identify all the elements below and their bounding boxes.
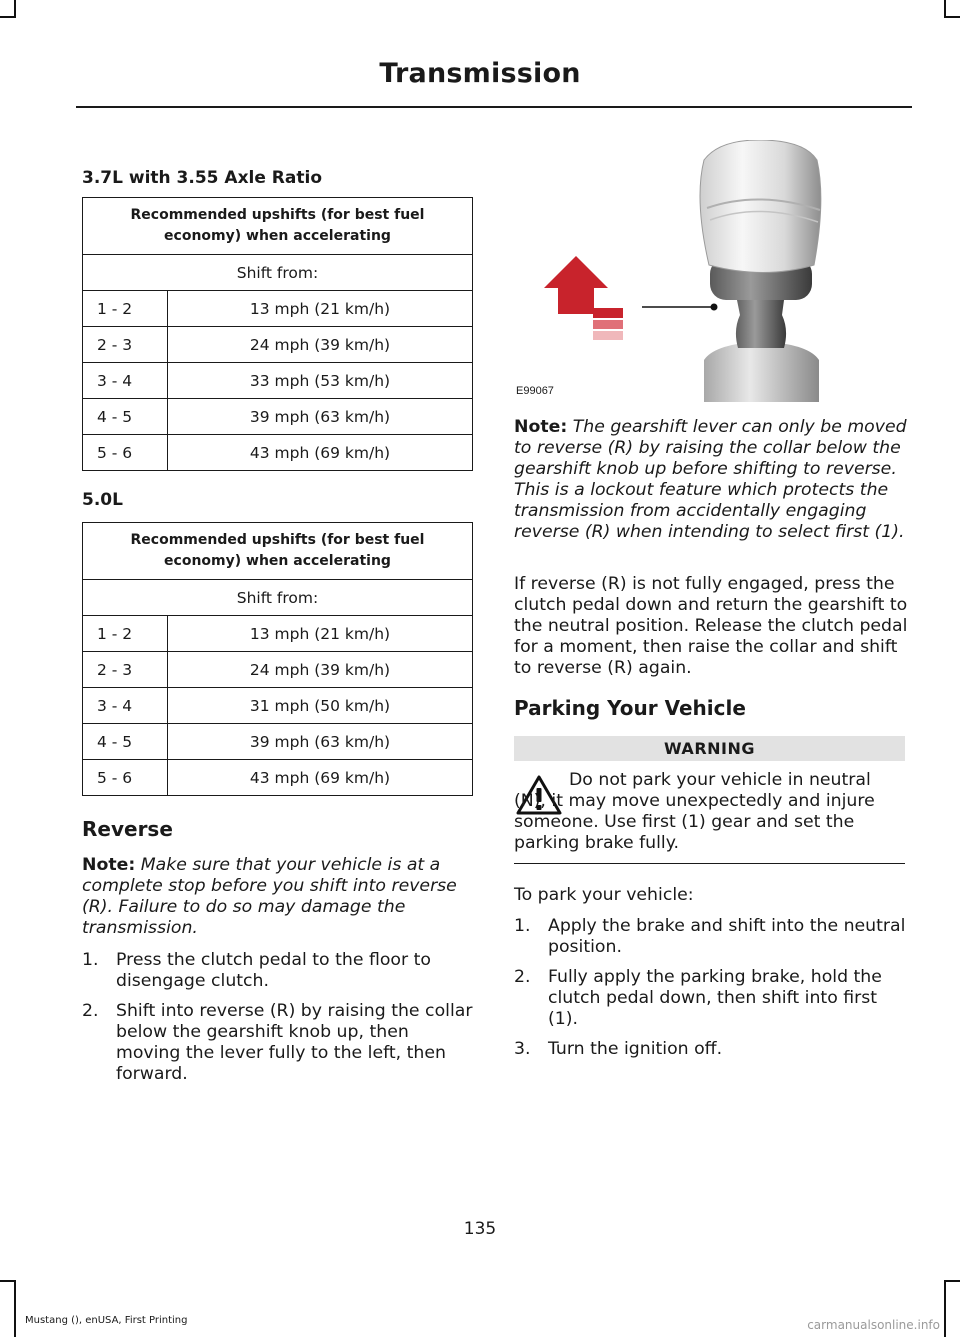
table-row	[83, 724, 473, 760]
speed-cell: 39 mph (63 km/h)	[168, 724, 473, 760]
warning-banner: WARNING	[514, 736, 905, 761]
gear-cell: 5 - 6	[83, 760, 168, 796]
arrow-tail	[593, 331, 623, 340]
gear-cell: 5 - 6	[83, 435, 168, 471]
boot-shape	[704, 342, 819, 402]
header-rule	[76, 106, 912, 108]
list-item	[514, 1039, 908, 1060]
step-text: Fully apply the parking brake, hold the clutch pedal down, then shift into first (1).	[548, 967, 882, 1029]
shift-from-label: Shift from:	[83, 255, 473, 291]
step-number: 2.	[514, 967, 531, 987]
speed-cell: 13 mph (21 km/h)	[168, 616, 473, 652]
gear-cell: 4 - 5	[83, 724, 168, 760]
crop-mark	[14, 1280, 16, 1337]
table-row	[83, 399, 473, 435]
speed-cell: 39 mph (63 km/h)	[168, 399, 473, 435]
step-text: Turn the ignition off.	[548, 1039, 723, 1059]
arrow-tail	[593, 320, 623, 329]
parking-steps	[514, 916, 908, 1069]
figure-id: E99067	[516, 385, 554, 397]
table-row	[83, 760, 473, 796]
parking-intro: To park your vehicle:	[514, 885, 694, 905]
gear-cell: 2 - 3	[83, 652, 168, 688]
step-number: 1.	[514, 916, 531, 936]
step-number: 2.	[82, 1001, 99, 1021]
upshift-table-3-7l	[82, 197, 473, 471]
upshift-table-5-0l	[82, 522, 473, 796]
gear-cell: 4 - 5	[83, 399, 168, 435]
speed-cell: 43 mph (69 km/h)	[168, 760, 473, 796]
warning-text: Do not park your vehicle in neutral (N), it may move unexpectedly and injure someone. Use first (1) gear and set the parking brake fully.	[514, 770, 875, 853]
crop-mark	[944, 16, 960, 18]
speed-cell: 13 mph (21 km/h)	[168, 291, 473, 327]
table-header: Recommended upshifts (for best fuel economy) when accelerating	[83, 523, 473, 580]
table-row	[83, 652, 473, 688]
page-number: 135	[463, 1219, 497, 1239]
warning-rule	[514, 863, 905, 864]
step-text: Apply the brake and shift into the neutral position.	[548, 916, 906, 957]
section-heading-3-7l: 3.7L with 3.55 Axle Ratio	[82, 168, 323, 188]
list-item	[82, 950, 476, 992]
list-item	[514, 916, 908, 958]
knob-shape	[700, 140, 821, 273]
list-item	[82, 1001, 476, 1085]
section-heading-parking: Parking Your Vehicle	[514, 696, 746, 720]
note-label: Note:	[82, 855, 136, 875]
gear-cell: 1 - 2	[83, 616, 168, 652]
crop-mark	[944, 1280, 946, 1337]
step-text: Press the clutch pedal to the floor to disengage clutch.	[116, 950, 431, 991]
table-row	[83, 688, 473, 724]
gear-cell: 3 - 4	[83, 688, 168, 724]
speed-cell: 31 mph (50 km/h)	[168, 688, 473, 724]
reverse-note	[82, 855, 476, 939]
watermark: carmanualsonline.info	[807, 1318, 940, 1332]
step-number: 3.	[514, 1039, 531, 1059]
table-row	[83, 291, 473, 327]
edition-footer: Mustang (), enUSA, First Printing	[25, 1315, 188, 1326]
shift-from-label: Shift from:	[83, 580, 473, 616]
table-row	[83, 435, 473, 471]
up-arrow-icon	[544, 256, 608, 314]
table-row	[83, 327, 473, 363]
section-heading-5-0l: 5.0L	[82, 490, 123, 510]
gear-cell: 3 - 4	[83, 363, 168, 399]
reverse-steps	[82, 950, 476, 1094]
arrow-tail	[593, 308, 623, 318]
step-number: 1.	[82, 950, 99, 970]
crop-mark	[0, 1280, 16, 1282]
page-header-title: Transmission	[379, 58, 581, 89]
speed-cell: 43 mph (69 km/h)	[168, 435, 473, 471]
reverse-engage-paragraph: If reverse (R) is not fully engaged, press the clutch pedal down and return the gearshift to the neutral position. Release the clutch pedal for a moment, then raise the collar and shift to reverse (R) again.	[514, 574, 908, 678]
gear-cell: 1 - 2	[83, 291, 168, 327]
list-item	[514, 967, 908, 1030]
speed-cell: 24 mph (39 km/h)	[168, 327, 473, 363]
speed-cell: 24 mph (39 km/h)	[168, 652, 473, 688]
table-header: Recommended upshifts (for best fuel economy) when accelerating	[83, 198, 473, 255]
section-heading-reverse: Reverse	[82, 817, 173, 841]
table-row	[83, 363, 473, 399]
gear-cell: 2 - 3	[83, 327, 168, 363]
callout-dot	[711, 304, 718, 311]
table-row	[83, 616, 473, 652]
crop-mark	[0, 16, 16, 18]
speed-cell: 33 mph (53 km/h)	[168, 363, 473, 399]
note-label: Note:	[514, 417, 568, 437]
gearshift-note	[514, 417, 908, 543]
note-text: Make sure that your vehicle is at a complete stop before you shift into reverse (R). Failure to do so may damage the transmission.	[82, 855, 457, 938]
step-text: Shift into reverse (R) by raising the collar below the gearshift knob up, then moving the lever fully to the left, then forward.	[116, 1001, 473, 1084]
note-text: The gearshift lever can only be moved to reverse (R) by raising the collar below the gearshift knob up before shifting to reverse. This is a lockout feature which protects the transmission from accidentally engaging reverse (R) when intending to select first (1).	[514, 417, 907, 542]
crop-mark	[944, 1280, 960, 1282]
gearshift-illustration	[514, 140, 844, 402]
